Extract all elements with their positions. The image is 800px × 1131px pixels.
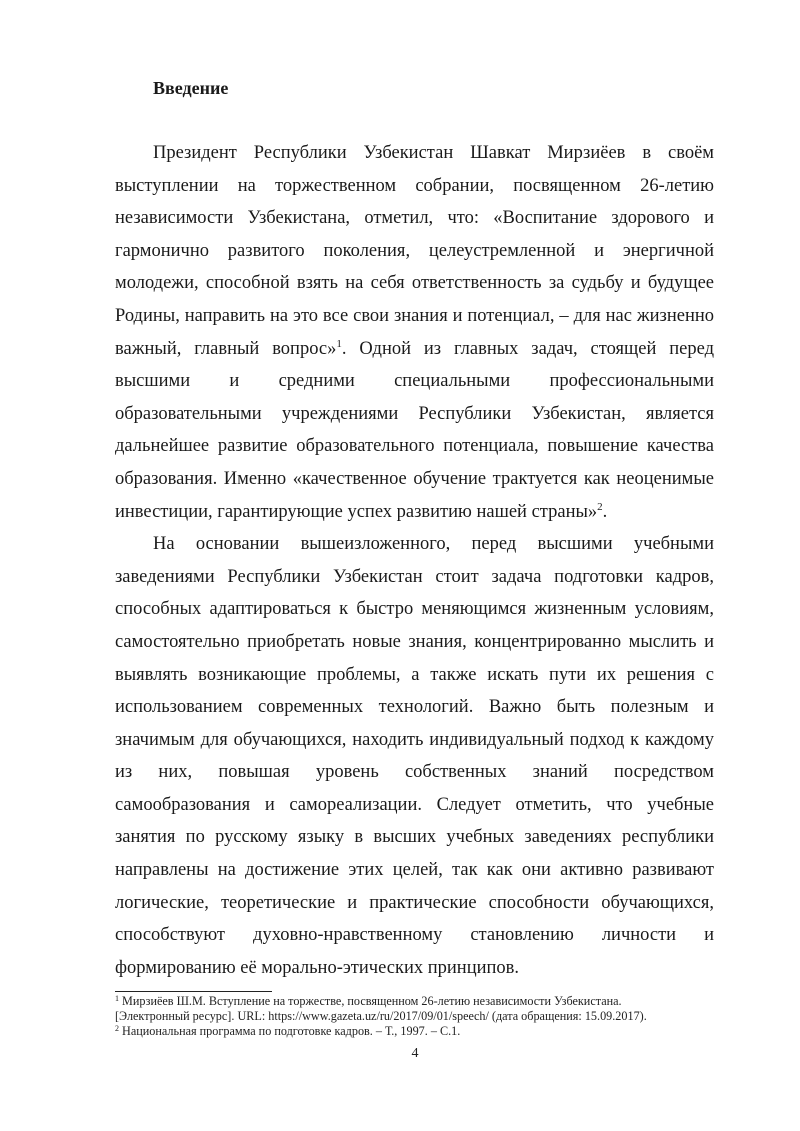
footnote-reference-1[interactable]: 1 [336, 337, 342, 350]
footnote-2-text: Национальная программа по подготовке кадров. – Т., 1997. – С.1. [119, 1024, 461, 1038]
body-text [115, 137, 714, 984]
paragraph-2: На основании вышеизложенного, перед высшими учебными заведениями Республики Узбекистан стоит задача подготовки кадров, способных адаптироваться к быстро меняющимся жизненным условиям, самостоятельно приобретать новые знания, концентрированно мыслить и выявлять возникающие проблемы, а также искать пути их решения с использованием современных технологий. Важно быть полезным и значимым для обучающихся, находить индивидуальный подход к каждому из них, повышая уровень собственных знаний посредством самообразования и самореализации. Следует отметить, что учебные занятия по русскому языку в высших учебных заведениях республики направлены на достижение этих целей, так как они активно развивают логические, теоретические и практические способности обучающихся, способствуют духовно-нравственному становлению личности и формированию её морально-этических принципов. [115, 534, 714, 978]
footnote-marker-1: 1 [115, 994, 119, 1003]
paragraph-1-text-b: . Одной из главных задач, стоящей перед высшими и средними специальными профессиональными образовательными учреждениями Республики Узбекистан, является дальнейшее развитие образовательного потенциала, повышение качества образования. Именно «качественное обучение трактуется как неоценимые инвестиции, гарантирующие успех развитию нашей страны» [115, 338, 715, 522]
footnote-1-line-1 [115, 994, 715, 1009]
footnotes [115, 994, 715, 1039]
footnote-reference-2[interactable]: 2 [597, 500, 603, 513]
paragraph-1 [115, 137, 714, 528]
section-heading: Введение [153, 78, 229, 98]
page-number: 4 [411, 1046, 419, 1061]
footnote-2 [115, 1024, 715, 1039]
footnote-1-text: Мирзиёев Ш.М. Вступление на торжестве, посвященном 26-летию независимости Узбекистана. [119, 994, 622, 1008]
footnote-marker-2: 2 [115, 1024, 119, 1033]
paragraph-1-text-c: . [602, 501, 608, 522]
paragraph-1-text-a: Президент Республики Узбекистан Шавкат Мирзиёев в своём выступлении на торжественном собрании, посвященном 26-летию независимости Узбекистана, отметил, что: «Воспитание здорового и гармонично развитого поколения, целеустремленной и энергичной молодежи, способной взять на себя ответственность за судьбу и будущее Родины, направить на это все свои знания и потенциал, – для нас жизненно важный, главный вопрос» [115, 143, 714, 359]
footnote-1-line-2: [Электронный ресурс]. URL: https://www.gazeta.uz/ru/2017/09/01/speech/ (дата обращения: 15.09.2017). [115, 1009, 647, 1023]
footnote-separator [115, 991, 272, 992]
